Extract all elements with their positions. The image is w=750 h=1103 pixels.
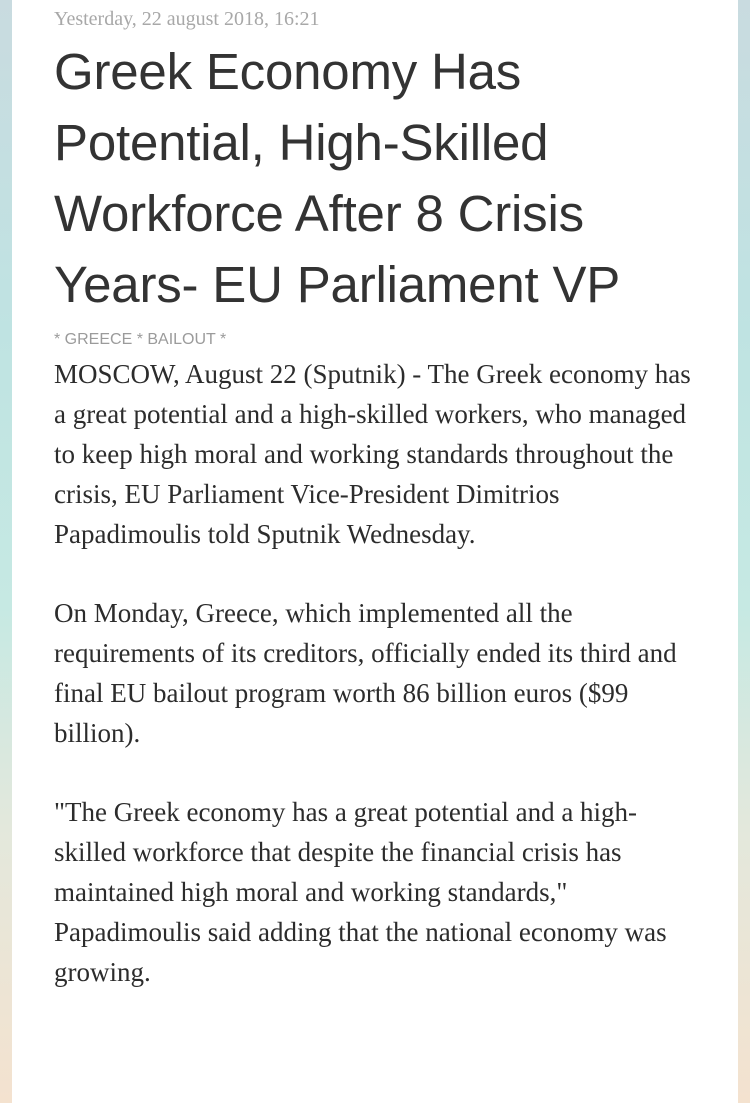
article-card [12, 0, 738, 1103]
article-paragraph-2: On Monday, Greece, which implemented all the requirements of its creditors, officially ended its third and final EU bailout program worth 86 billion euros ($99 billion). [54, 598, 677, 748]
article-headline: Greek Economy Has Potential, High-Skilled Workforce After 8 Crisis Years- EU Parliament VP [54, 43, 621, 313]
article-tags[interactable]: * GREECE * BAILOUT * [54, 331, 227, 348]
article-paragraph-1: MOSCOW, August 22 (Sputnik) - The Greek economy has a great potential and a high-skilled workers, who managed to keep high moral and working standards throughout the crisis, EU Parliament Vice-President Dimitrios Papadimoulis told Sputnik Wednesday. [54, 359, 691, 549]
article-paragraph-3: "The Greek economy has a great potential and a high-skilled workforce that despite the financial crisis has maintained high moral and working standards," Papadimoulis said adding that the national economy was growing. [54, 797, 667, 987]
article-body [54, 354, 704, 992]
article-content [54, 0, 704, 1031]
article-timestamp: Yesterday, 22 august 2018, 16:21 [54, 8, 320, 30]
